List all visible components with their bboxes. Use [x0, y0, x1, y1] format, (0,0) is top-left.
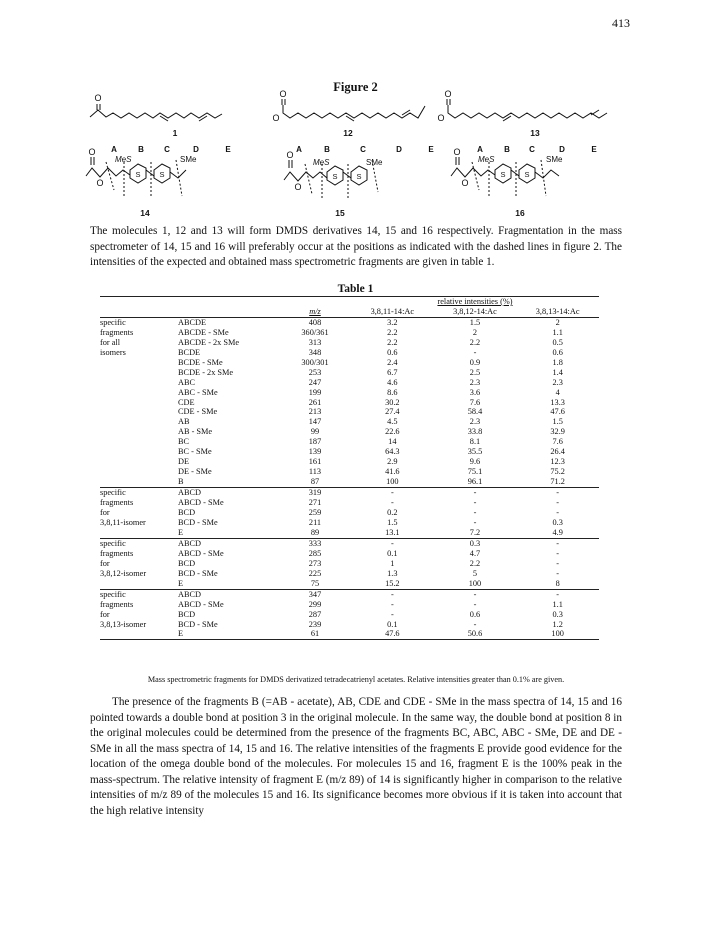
fragment-cell: DE: [178, 457, 190, 467]
intensity-3-8-13-cell: 4: [555, 387, 560, 397]
mz-cell: 287: [308, 609, 322, 619]
intensity-3-8-11-cell: -: [390, 599, 394, 609]
mz-cell: 99: [310, 427, 320, 437]
fragment-cell: BCD: [178, 558, 196, 568]
intensity-3-8-12-cell: -: [473, 508, 477, 518]
intensity-3-8-13-cell: -: [556, 508, 560, 518]
sme-label: SMe: [366, 158, 383, 167]
table-row: [100, 437, 599, 447]
mz-cell: 75: [279, 579, 351, 589]
intensity-3-8-11-cell: 3.2: [387, 317, 398, 327]
fragment-cell: ABC - SMe: [178, 387, 218, 397]
mz-cell: 300/301: [301, 357, 329, 367]
group-label: [100, 368, 178, 378]
intensity-3-8-13-cell: 12.3: [550, 457, 565, 467]
intensity-3-8-13-cell: 1.2: [552, 619, 563, 629]
mz-cell: 225: [308, 568, 322, 578]
table-title: Table 1: [337, 283, 374, 295]
table-row: [100, 378, 599, 388]
intensity-3-8-11-cell: 14: [388, 437, 397, 447]
intensity-3-8-13-cell: -: [556, 488, 560, 498]
intensity-3-8-12-cell: 4.7: [469, 548, 481, 558]
sme-label: SMe: [180, 155, 197, 164]
fragment-letter-a: A: [296, 145, 302, 154]
intensity-3-8-12-cell: 35.5: [467, 447, 483, 457]
fragment-letter-d: D: [559, 145, 565, 154]
fragment-cell: ABC: [178, 377, 196, 387]
fragment-cell: AB - SMe: [178, 427, 213, 437]
fragment-letter-c: C: [529, 145, 535, 154]
intensity-3-8-13-cell: 100: [516, 629, 599, 639]
mz-cell: 348: [308, 347, 322, 357]
intensity-3-8-12-cell: 3.6: [469, 387, 481, 397]
intensity-3-8-11-cell: 4.6: [387, 377, 398, 387]
intensity-3-8-12-cell: -: [473, 517, 477, 527]
paragraph-2: The presence of the fragments B (=AB - acetate), AB, CDE and CDE - SMe in the mass spectra of 14, 15 and 16 pointed towards a double bond at position 3 in the original molecule. In the same way, the double bond at position 8 in the original molecules could be determined from the presence of the fragments BC, ABC, ABC - SMe, DE and DE - SMe in all the mass spectra of 14, 15 and 16. The relative intensities of the fragments E provide good evidence for the location of the omega double bond of the molecules. For molecules 15 and 16, fragment E is the 100% peak in the mass-spectrum. The relative intensity of fragment E (m/z 89) of 14 is significantly higher in comparison to the relative intensities of m/z 89 of the molecules 15 and 16. Its significance becomes more obvious if it is taken into account that the high relative intensity: [90, 696, 622, 817]
table-row: [100, 549, 599, 559]
oxygen-label: O: [294, 182, 302, 192]
table-row: [100, 328, 599, 338]
oxygen-label: O: [453, 147, 461, 157]
intensity-3-8-11-cell: -: [390, 488, 394, 498]
molecule-label-1: 1: [172, 128, 178, 138]
mz-cell: 313: [308, 337, 322, 347]
group-label: [100, 477, 178, 487]
fragment-letter-e: E: [225, 145, 231, 154]
table-row: [100, 317, 599, 327]
mz-cell: 61: [279, 629, 351, 639]
mz-cell: 211: [308, 517, 322, 527]
intensity-3-8-11-cell: 0.2: [387, 508, 398, 518]
intensity-3-8-11-cell: 0.6: [387, 347, 398, 357]
sulfur-label: S: [159, 170, 165, 179]
oxygen-label: O: [272, 113, 280, 123]
fragment-cell: BCDE - 2x SMe: [178, 367, 234, 377]
fragment-cell: ABCD: [178, 538, 202, 548]
group-label: for: [100, 558, 110, 568]
group-label: for: [100, 508, 110, 518]
intensity-3-8-11-cell: 13.1: [351, 528, 434, 538]
molecule-label-14: 14: [140, 208, 150, 218]
mes-label: MeS: [313, 158, 330, 167]
intensity-3-8-11-cell: 1.3: [387, 568, 398, 578]
molecule-1-structure: [90, 104, 222, 121]
oxygen-label: O: [461, 178, 469, 188]
molecule-15-structure: [284, 160, 378, 198]
group-label: [100, 407, 178, 417]
intensity-3-8-13-cell: -: [556, 538, 560, 548]
fragment-cell: ABCD - SMe: [178, 599, 224, 609]
mz-cell: 239: [308, 619, 322, 629]
molecule-label-15: 15: [335, 208, 345, 218]
intensity-3-8-12-cell: -: [473, 619, 477, 629]
intensity-3-8-12-cell: -: [473, 347, 477, 357]
table-header-row: [100, 297, 599, 307]
mz-cell: 253: [308, 367, 322, 377]
fragment-letter-a: A: [111, 145, 117, 154]
fragment-cell: BCD - SMe: [178, 619, 218, 629]
group-label: specific: [100, 317, 126, 327]
intensity-3-8-11-cell: 47.6: [351, 629, 434, 639]
group-label: 3,8,13-isomer: [100, 619, 147, 629]
fragment-cell: BCDE: [178, 347, 201, 357]
mes-label: MeS: [115, 155, 132, 164]
table-row: [100, 600, 599, 610]
mz-cell: 147: [308, 417, 322, 427]
intensity-3-8-12-cell: 5: [472, 568, 478, 578]
intensity-3-8-13-cell: -: [556, 568, 560, 578]
group-label: fragments: [100, 548, 134, 558]
fragment-cell: ABCD: [178, 589, 202, 599]
table-row: [100, 498, 599, 508]
intensity-3-8-12-cell: 50.6: [434, 629, 517, 639]
intensity-3-8-12-cell: 8.1: [469, 437, 481, 447]
group-label: for all: [100, 337, 121, 347]
intensity-3-8-11-cell: 2.2: [387, 337, 398, 347]
table-row: [100, 620, 599, 630]
table-row: [100, 589, 599, 599]
mz-cell: 213: [308, 407, 322, 417]
intensity-3-8-11-cell: 0.1: [387, 619, 398, 629]
intensity-3-8-13-cell: -: [556, 558, 560, 568]
mz-cell: 199: [308, 387, 322, 397]
intensity-3-8-13-cell: 75.2: [550, 467, 565, 477]
intensity-3-8-13-cell: 2: [555, 317, 560, 327]
fragment-letter-b: B: [138, 145, 144, 154]
group-label: isomers: [100, 347, 126, 357]
fragment-cell: ABCDE - SMe: [178, 327, 229, 337]
fragment-cell: E: [178, 528, 279, 538]
group-label: 3,8,11-isomer: [100, 517, 146, 527]
table-row: [100, 338, 599, 348]
intensity-3-8-11-cell: 2.9: [387, 457, 398, 467]
intensity-3-8-13-cell: -: [556, 498, 560, 508]
table-row: [100, 569, 599, 579]
group-label: [100, 358, 178, 368]
intensity-3-8-11-cell: 8.6: [387, 387, 398, 397]
group-label: fragments: [100, 327, 134, 337]
sulfur-label: S: [332, 172, 338, 181]
column-header-3-8-13: 3,8,13-14:Ac: [516, 307, 599, 317]
fragment-cell: CDE - SMe: [178, 407, 218, 417]
molecule-label-13: 13: [530, 128, 540, 138]
sme-label: SMe: [546, 155, 563, 164]
fragment-cell: B: [178, 477, 279, 487]
paragraph-1: The molecules 1, 12 and 13 will form DMDS derivatives 14, 15 and 16 respectively. Fragmentation in the mass spectrometer of 14, 15 and 16 will preferably occur at the positions as indicated with the dashed lines in figure 2. The intensities of the expected and obtained mass spectrometric fragments are given in table 1.: [90, 225, 622, 268]
intensity-3-8-11-cell: -: [390, 589, 394, 599]
intensity-3-8-12-cell: -: [473, 498, 477, 508]
fragment-cell: BCD - SMe: [178, 517, 218, 527]
intensity-3-8-11-cell: -: [390, 609, 394, 619]
page-number: 413: [612, 16, 630, 30]
oxygen-label: O: [94, 93, 102, 103]
molecule-12-structure: [282, 99, 425, 121]
fragment-cell: E: [178, 629, 279, 639]
intensity-3-8-12-cell: 7.2: [434, 528, 517, 538]
mz-cell: 408: [308, 317, 322, 327]
intensity-3-8-11-cell: 27.4: [385, 407, 400, 417]
intensity-3-8-12-cell: 0.6: [469, 609, 481, 619]
fragment-letter-e: E: [591, 145, 597, 154]
table-row: [100, 610, 599, 620]
intensity-3-8-13-cell: 2.3: [552, 377, 563, 387]
fragment-cell: BC: [178, 437, 190, 447]
group-label: [100, 378, 178, 388]
fragment-cell: ABCD - SMe: [178, 498, 224, 508]
oxygen-label: O: [286, 150, 294, 160]
intensity-3-8-13-cell: 47.6: [550, 407, 565, 417]
oxygen-label: O: [437, 113, 445, 123]
table-column-header-row: [100, 307, 599, 317]
mz-cell: 139: [308, 447, 322, 457]
mz-cell: 247: [308, 377, 322, 387]
fragment-letter-c: C: [164, 145, 170, 154]
intensity-3-8-13-cell: 1.5: [552, 417, 563, 427]
mz-cell: 271: [308, 498, 322, 508]
group-label: fragments: [100, 599, 134, 609]
group-label: [100, 467, 178, 477]
intensity-3-8-11-cell: 4.5: [387, 417, 398, 427]
group-label: [100, 528, 178, 538]
intensity-3-8-13-cell: 0.3: [552, 609, 563, 619]
group-label: [100, 388, 178, 398]
mz-cell: 347: [308, 589, 322, 599]
mz-header: m/z: [309, 306, 321, 316]
intensity-3-8-12-cell: 2.3: [469, 417, 481, 427]
intensity-3-8-12-cell: 96.1: [434, 477, 517, 487]
fragment-letter-c: C: [360, 145, 366, 154]
fragment-cell: BCD: [178, 508, 196, 518]
group-label: [100, 457, 178, 467]
table-row: [100, 467, 599, 477]
intensity-3-8-12-cell: 75.1: [467, 467, 483, 477]
oxygen-label: O: [88, 147, 96, 157]
fragment-cell: ABCDE - 2x SMe: [178, 337, 240, 347]
sulfur-label: S: [356, 172, 362, 181]
fragment-letter-a: A: [477, 145, 483, 154]
table-row: [100, 579, 599, 589]
intensity-3-8-12-cell: 33.8: [467, 427, 483, 437]
mz-cell: 299: [308, 599, 322, 609]
mz-cell: 113: [308, 467, 322, 477]
mz-cell: 259: [308, 508, 322, 518]
intensity-3-8-13-cell: 71.2: [516, 477, 599, 487]
fragment-letter-b: B: [504, 145, 510, 154]
table-row: [100, 368, 599, 378]
figure-title: Figure 2: [333, 80, 378, 94]
table-row: [100, 348, 599, 358]
fragment-letter-d: D: [396, 145, 402, 154]
intensity-3-8-13-cell: 32.9: [550, 427, 565, 437]
mz-cell: 333: [308, 538, 322, 548]
table-row: [100, 488, 599, 498]
intensity-3-8-11-cell: 100: [351, 477, 434, 487]
intensity-3-8-11-cell: -: [390, 538, 394, 548]
mz-cell: 285: [308, 548, 322, 558]
intensity-3-8-12-cell: 2.5: [469, 367, 481, 377]
table-row: [100, 538, 599, 548]
table-row: [100, 508, 599, 518]
group-label: [100, 427, 178, 437]
group-label: [100, 579, 178, 589]
intensity-3-8-13-cell: 26.4: [550, 447, 565, 457]
oxygen-label: O: [279, 89, 287, 99]
fragment-letter-b: B: [324, 145, 330, 154]
table-row: [100, 477, 599, 487]
intensity-3-8-13-cell: 0.6: [552, 347, 563, 357]
fragment-cell: AB: [178, 417, 190, 427]
group-label: [100, 447, 178, 457]
figure-2-structures: [0, 0, 711, 224]
intensity-3-8-12-cell: 2.2: [469, 337, 481, 347]
intensity-3-8-12-cell: 0.9: [469, 357, 481, 367]
intensity-3-8-13-cell: 1.8: [552, 357, 563, 367]
group-label: [100, 417, 178, 427]
sulfur-label: S: [135, 170, 141, 179]
intensity-3-8-13-cell: 1.1: [552, 599, 563, 609]
fragment-cell: E: [178, 579, 279, 589]
molecule-label-16: 16: [515, 208, 525, 218]
table-row: [100, 528, 599, 538]
fragment-cell: CDE: [178, 397, 195, 407]
intensity-3-8-13-cell: 0.5: [552, 337, 563, 347]
table-row: [100, 398, 599, 408]
group-label: specific: [100, 488, 126, 498]
fragment-cell: DE - SMe: [178, 467, 212, 477]
table-caption: Mass spectrometric fragments for DMDS derivatized tetradecatrienyl acetates. Relative intensities greater than 0.1% are given.: [147, 675, 565, 684]
intensity-3-8-12-cell: 7.6: [469, 397, 481, 407]
intensity-3-8-11-cell: 1: [390, 558, 395, 568]
fragment-letter-d: D: [193, 145, 199, 154]
table-row: [100, 457, 599, 467]
molecule-label-12: 12: [343, 128, 353, 138]
intensity-3-8-11-cell: 1.5: [387, 517, 398, 527]
intensity-3-8-13-cell: 0.3: [552, 517, 563, 527]
table-row: [100, 388, 599, 398]
fragment-cell: BC - SMe: [178, 447, 212, 457]
intensity-3-8-12-cell: 2.3: [469, 377, 481, 387]
fragment-letter-e: E: [428, 145, 434, 154]
intensity-3-8-12-cell: 100: [434, 579, 517, 589]
group-label: for: [100, 609, 110, 619]
mz-cell: 89: [279, 528, 351, 538]
mz-cell: 187: [308, 437, 322, 447]
mz-cell: 273: [308, 558, 322, 568]
intensity-3-8-12-cell: -: [473, 488, 477, 498]
intensity-3-8-11-cell: 0.1: [387, 548, 398, 558]
mz-cell: 261: [308, 397, 322, 407]
intensity-3-8-12-cell: 1.5: [469, 317, 481, 327]
intensity-3-8-13-cell: 1.1: [552, 327, 563, 337]
group-label: [100, 437, 178, 447]
group-label: fragments: [100, 498, 134, 508]
table-row: [100, 559, 599, 569]
fragment-cell: BCDE - SMe: [178, 357, 223, 367]
intensity-3-8-11-cell: 30.2: [385, 397, 400, 407]
fragment-cell: ABCD: [178, 488, 202, 498]
intensity-3-8-11-cell: 41.6: [385, 467, 400, 477]
intensity-3-8-13-cell: 1.4: [552, 367, 563, 377]
sulfur-label: S: [524, 170, 530, 179]
table-row: [100, 417, 599, 427]
oxygen-label: O: [444, 89, 452, 99]
group-label: specific: [100, 589, 126, 599]
group-label: [100, 629, 178, 639]
fragment-cell: ABCDE: [178, 317, 207, 327]
relative-intensities-header: relative intensities (%): [351, 297, 599, 307]
table-row: [100, 629, 599, 639]
group-label: [100, 398, 178, 408]
intensity-3-8-12-cell: -: [473, 599, 477, 609]
intensity-3-8-13-cell: 8: [516, 579, 599, 589]
sulfur-label: S: [500, 170, 506, 179]
intensity-3-8-12-cell: 58.4: [467, 407, 483, 417]
table-row: [100, 427, 599, 437]
mes-label: MeS: [478, 155, 495, 164]
intensity-3-8-11-cell: -: [390, 498, 394, 508]
column-header-3-8-11: 3,8,11-14:Ac: [351, 307, 434, 317]
intensity-3-8-11-cell: 15.2: [351, 579, 434, 589]
intensity-3-8-11-cell: 2.2: [387, 327, 398, 337]
intensity-3-8-12-cell: 0.3: [469, 538, 481, 548]
intensity-3-8-13-cell: 4.9: [516, 528, 599, 538]
intensity-3-8-11-cell: 22.6: [385, 427, 400, 437]
intensity-3-8-13-cell: 7.6: [552, 437, 563, 447]
oxygen-label: O: [96, 178, 104, 188]
mz-cell: 87: [279, 477, 351, 487]
table-row: [100, 447, 599, 457]
mz-cell: 319: [308, 488, 322, 498]
fragment-table: [100, 296, 599, 640]
mz-cell: 360/361: [301, 327, 329, 337]
intensity-3-8-12-cell: 9.6: [469, 457, 481, 467]
intensity-3-8-11-cell: 64.3: [385, 447, 400, 457]
table-row: [100, 407, 599, 417]
mz-cell: 161: [308, 457, 322, 467]
fragment-cell: BCD: [178, 609, 196, 619]
group-label: 3,8,12-isomer: [100, 568, 147, 578]
intensity-3-8-13-cell: -: [556, 589, 560, 599]
intensity-3-8-11-cell: 2.4: [387, 357, 398, 367]
intensity-3-8-12-cell: 2.2: [469, 558, 481, 568]
column-header-3-8-12: 3,8,12-14:Ac: [434, 307, 517, 317]
intensity-3-8-12-cell: 2: [472, 327, 478, 337]
fragment-cell: ABCD - SMe: [178, 548, 224, 558]
intensity-3-8-13-cell: 13.3: [550, 397, 565, 407]
intensity-3-8-12-cell: -: [473, 589, 477, 599]
intensity-3-8-13-cell: -: [556, 548, 560, 558]
group-label: specific: [100, 538, 126, 548]
table-row: [100, 358, 599, 368]
intensity-3-8-11-cell: 6.7: [387, 367, 398, 377]
molecule-13-structure: [447, 99, 607, 121]
table-row: [100, 518, 599, 528]
fragment-cell: BCD - SMe: [178, 568, 218, 578]
